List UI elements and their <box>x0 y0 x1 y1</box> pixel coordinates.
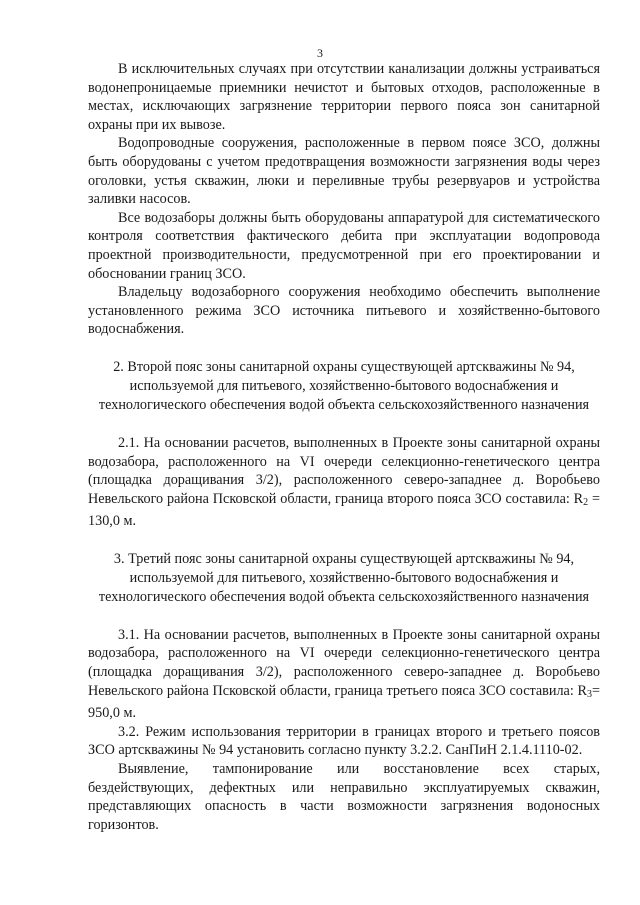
paragraph-3-1-text: 3.1. На основании расчетов, выполненных в Проекте зоны санитарной охраны водозабора, расположенного на VI очереди селекционно-генетического центра (площадка доращивания 3/2), расположенного северо-западнее д. Воробьево Невельского района Псковской области, граница третьего пояса ЗСО составила: R <box>88 626 600 699</box>
paragraph-sewage-receivers: В исключительных случаях при отсутствии канализации должны устраиваться водонепроницаемые приемники нечистот и бытовых отходов, расположенные в местах, исключающих загрязнение территории первого пояса зон санитарной охраны при их вывозе. <box>88 61 600 133</box>
paragraph-2-1 <box>88 434 600 531</box>
paragraph-2-1-text: 2.1. На основании расчетов, выполненных в Проекте зоны санитарной охраны водозабора, расположенного на VI очереди селекционно-генетического центра (площадка доращивания 3/2), расположенного северо-западнее д. Воробьево Невельского района Псковской области, граница второго пояса ЗСО составила: R <box>88 434 600 507</box>
paragraph-water-intakes: Все водозаборы должны быть оборудованы аппаратурой для систематического контроля соответствия фактического дебита при эксплуатации водопровода проектной производительности, предусмотренной при его проектировании и обосновании границ ЗСО. <box>88 209 600 282</box>
document-body <box>88 60 600 834</box>
page-number: 3 <box>317 46 323 60</box>
radius-3-value: = 950,0 м. <box>88 682 600 722</box>
paragraph-3-1 <box>88 626 600 723</box>
paragraph-3-3: Выявление, тампонирование или восстановление всех старых, бездействующих, дефектных или неправильно эксплуатируемых скважин, представляющих опасность в части возможности загрязнения водоносных горизонтов. <box>88 761 600 833</box>
radius-2-value: = 130,0 м. <box>88 490 600 530</box>
paragraph-water-structures: Водопроводные сооружения, расположенные в первом поясе ЗСО, должны быть оборудованы с учетом предотвращения возможности загрязнения воды через оголовки, устья скважин, люки и переливные трубы резервуаров и устройства заливки насосов. <box>88 135 600 208</box>
section-heading-3: 3. Третий пояс зоны санитарной охраны существующей артскважины № 94, используемой для питьевого, хозяйственно-бытового водоснабжения и технологического обеспечения водой объекта сельскохозяйственного назначения <box>98 550 590 605</box>
paragraph-3-2: 3.2. Режим использования территории в границах второго и третьего поясов ЗСО артскважины № 94 установить согласно пункту 3.2.2. СанПиН 2.1.4.1110-02. <box>88 723 600 759</box>
radius-3-subscript: 3 <box>586 688 592 700</box>
paragraph-owner-duty: Владельцу водозаборного сооружения необходимо обеспечить выполнение установленного режима ЗСО источника питьевого и хозяйственно-бытового водоснабжения. <box>88 284 600 338</box>
radius-2-subscript: 2 <box>583 496 589 508</box>
section-heading-2: 2. Второй пояс зоны санитарной охраны существующей артскважины № 94, используемой для питьевого, хозяйственно-бытового водоснабжения и технологического обеспечения водой объекта сельскохозяйственного назначения <box>98 358 590 413</box>
